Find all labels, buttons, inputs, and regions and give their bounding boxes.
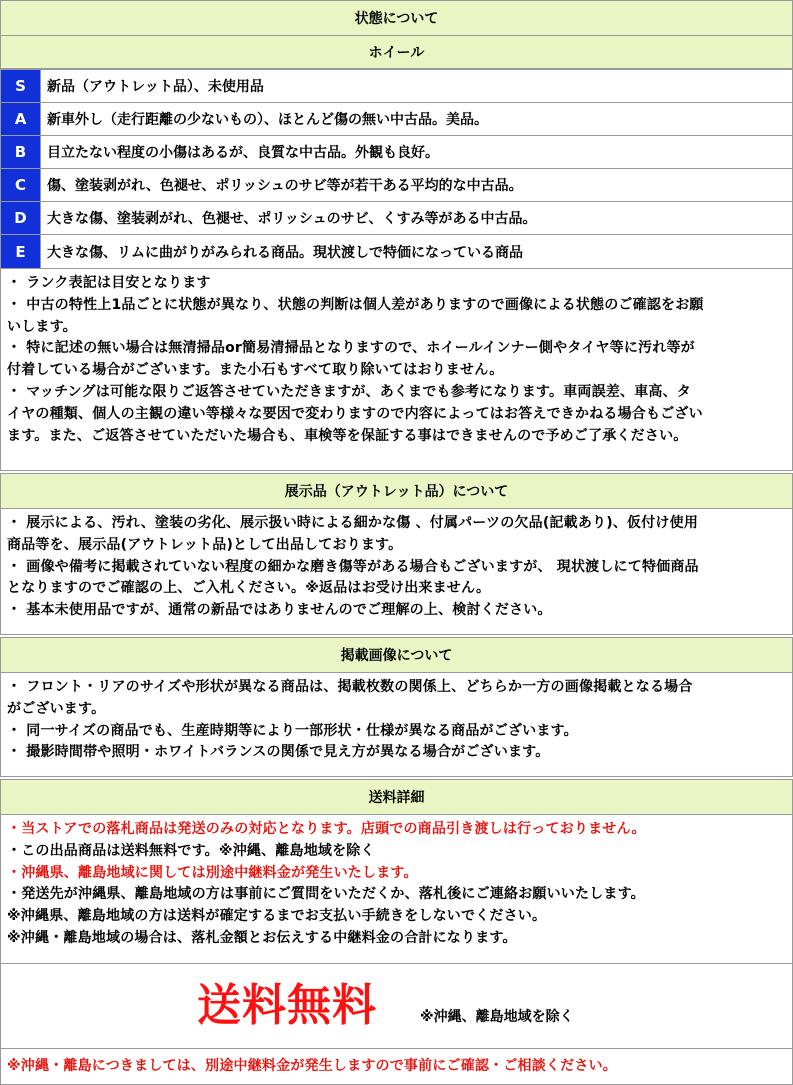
note-line: ・ フロント・リアのサイズや形状が異なる商品は、掲載枚数の関係上、どちらか一方の画像掲載となる場合 <box>7 679 693 695</box>
grade-badge: S <box>1 70 41 102</box>
free-shipping-panel <box>0 963 793 1049</box>
grade-badge: A <box>1 103 41 135</box>
note-line: いします。 <box>7 318 77 335</box>
note-line: 付着している場合がございます。また小石もすべて取り除いてはおりません。 <box>7 362 504 379</box>
shipping-line: ※沖縄県、離島地域の方は送料が確定するまでお支払い手続きをしないでください。 <box>7 908 547 925</box>
note-line: ます。また、ご返答させていただいた場合も、車検等を保証する事はできませんので予めご了承ください。 <box>7 427 688 444</box>
note-line: がございます。 <box>7 700 106 717</box>
grade-description: 大きな傷、リムに曲がりがみられる商品。現状渡しで特価になっている商品 <box>47 244 523 261</box>
shipping-line: ・当ストアでの落札商品は発送のみの対応となります。店頭での商品引き渡しは行っておりません。 <box>7 821 646 837</box>
grade-row-c <box>0 168 793 202</box>
bottom-note-box <box>0 1048 793 1085</box>
shipping-line: ・発送先が沖縄県、離島地域の方は事前にご質問をいただくか、落札後にご連絡お願いいたします。 <box>7 886 645 903</box>
grade-row-d <box>0 201 793 235</box>
wheel-title: ホイール <box>0 35 793 69</box>
outlet-notes <box>0 508 793 635</box>
shipping-line: ・沖縄県、離島地域に関しては別途中継料金が発生いたします。 <box>7 864 418 881</box>
grade-row-b <box>0 135 793 169</box>
note-line: となりますのでご確認の上、ご入札ください。※返品はお受け出来ません。 <box>7 580 491 597</box>
note-line: ・ 中古の特性上1品ごとに状態が異なり、状態の判断は個人差がありますので画像による状態のご確認をお願 <box>7 296 704 313</box>
note-line: ・ マッチングは可能な限りご返答させていただきますが、あくまでも参考になります。車両誤差、車高、タ <box>7 383 692 400</box>
note-line: 商品等を、展示品(アウトレット品)として出品しております。 <box>7 536 403 553</box>
free-shipping-label: 送料無料 <box>197 980 377 1031</box>
condition-title: 状態について <box>0 0 793 36</box>
grade-description: 目立たない程度の小傷はあるが、良質な中古品。外観も良好。 <box>47 145 439 161</box>
condition-notes <box>0 268 793 471</box>
grade-description: 大きな傷、塗装剥がれ、色褪せ、ポリッシュのサビ、くすみ等がある中古品。 <box>47 211 537 227</box>
grade-row-a <box>0 102 793 136</box>
shipping-notes <box>0 814 793 964</box>
grade-row-e <box>0 234 793 269</box>
grade-description: 新車外し（走行距離の少ないもの）、ほとんど傷の無い中古品。美品。 <box>47 112 488 128</box>
bottom-note: ※沖縄・離島につきましては、別途中継料金が発生しますので事前にご確認・ご相談ください。 <box>7 1057 617 1074</box>
shipping-line: ・この出品商品は送料無料です。※沖縄、離島地域を除く <box>7 842 375 859</box>
grade-description: 新品（アウトレット品）、未使用品 <box>47 79 264 95</box>
images-title: 掲載画像について <box>0 637 793 673</box>
shipping-line: ※沖縄・離島地域の場合は、落札金額とお伝えする中継料金の合計になります。 <box>7 929 517 946</box>
note-line: イヤの種類、個人の主観の違い等様々な要因で変わりますので内容によってはお答えできかねる場合もござい <box>7 405 703 422</box>
note-line: ・ 特に記述の無い場合は無清掃品or簡易清掃品となりますので、ホイールインナー側やタイヤ等に汚れ等が <box>7 340 695 357</box>
grade-badge: E <box>1 235 41 268</box>
note-line: ・ 撮影時間帯や照明・ホワイトバランスの関係で見え方が異なる場合がございます。 <box>7 744 550 761</box>
note-line: ・ 基本未使用品ですが、通常の新品ではありませんのでご理解の上、検討ください。 <box>7 602 552 619</box>
note-line: ・ 画像や備考に掲載されていない程度の細かな磨き傷等がある場合もございますが、 現状渡しにて特価商品 <box>7 558 699 575</box>
grade-row-s <box>0 69 793 103</box>
free-shipping-note: ※沖縄、離島地域を除く <box>420 1009 574 1025</box>
images-notes <box>0 672 793 777</box>
note-line: ・ 展示による、汚れ、塗装の劣化、展示扱い時による細かな傷 、付属パーツの欠品(記載あり)、仮付け使用 <box>7 515 699 531</box>
grade-description: 傷、塗装剥がれ、色褪せ、ポリッシュのサビ等が若干ある平均的な中古品。 <box>47 178 523 194</box>
note-line: ・ ランク表記は目安となります <box>7 275 211 291</box>
outlet-title: 展示品（アウトレット品）について <box>0 473 793 509</box>
grade-badge: B <box>1 136 41 168</box>
shipping-title: 送料詳細 <box>0 779 793 815</box>
grade-badge: C <box>1 169 41 201</box>
grade-badge: D <box>1 202 41 234</box>
note-line: ・ 同一サイズの商品でも、生産時期等により一部形状・仕様が異なる商品がございます。 <box>7 722 578 739</box>
